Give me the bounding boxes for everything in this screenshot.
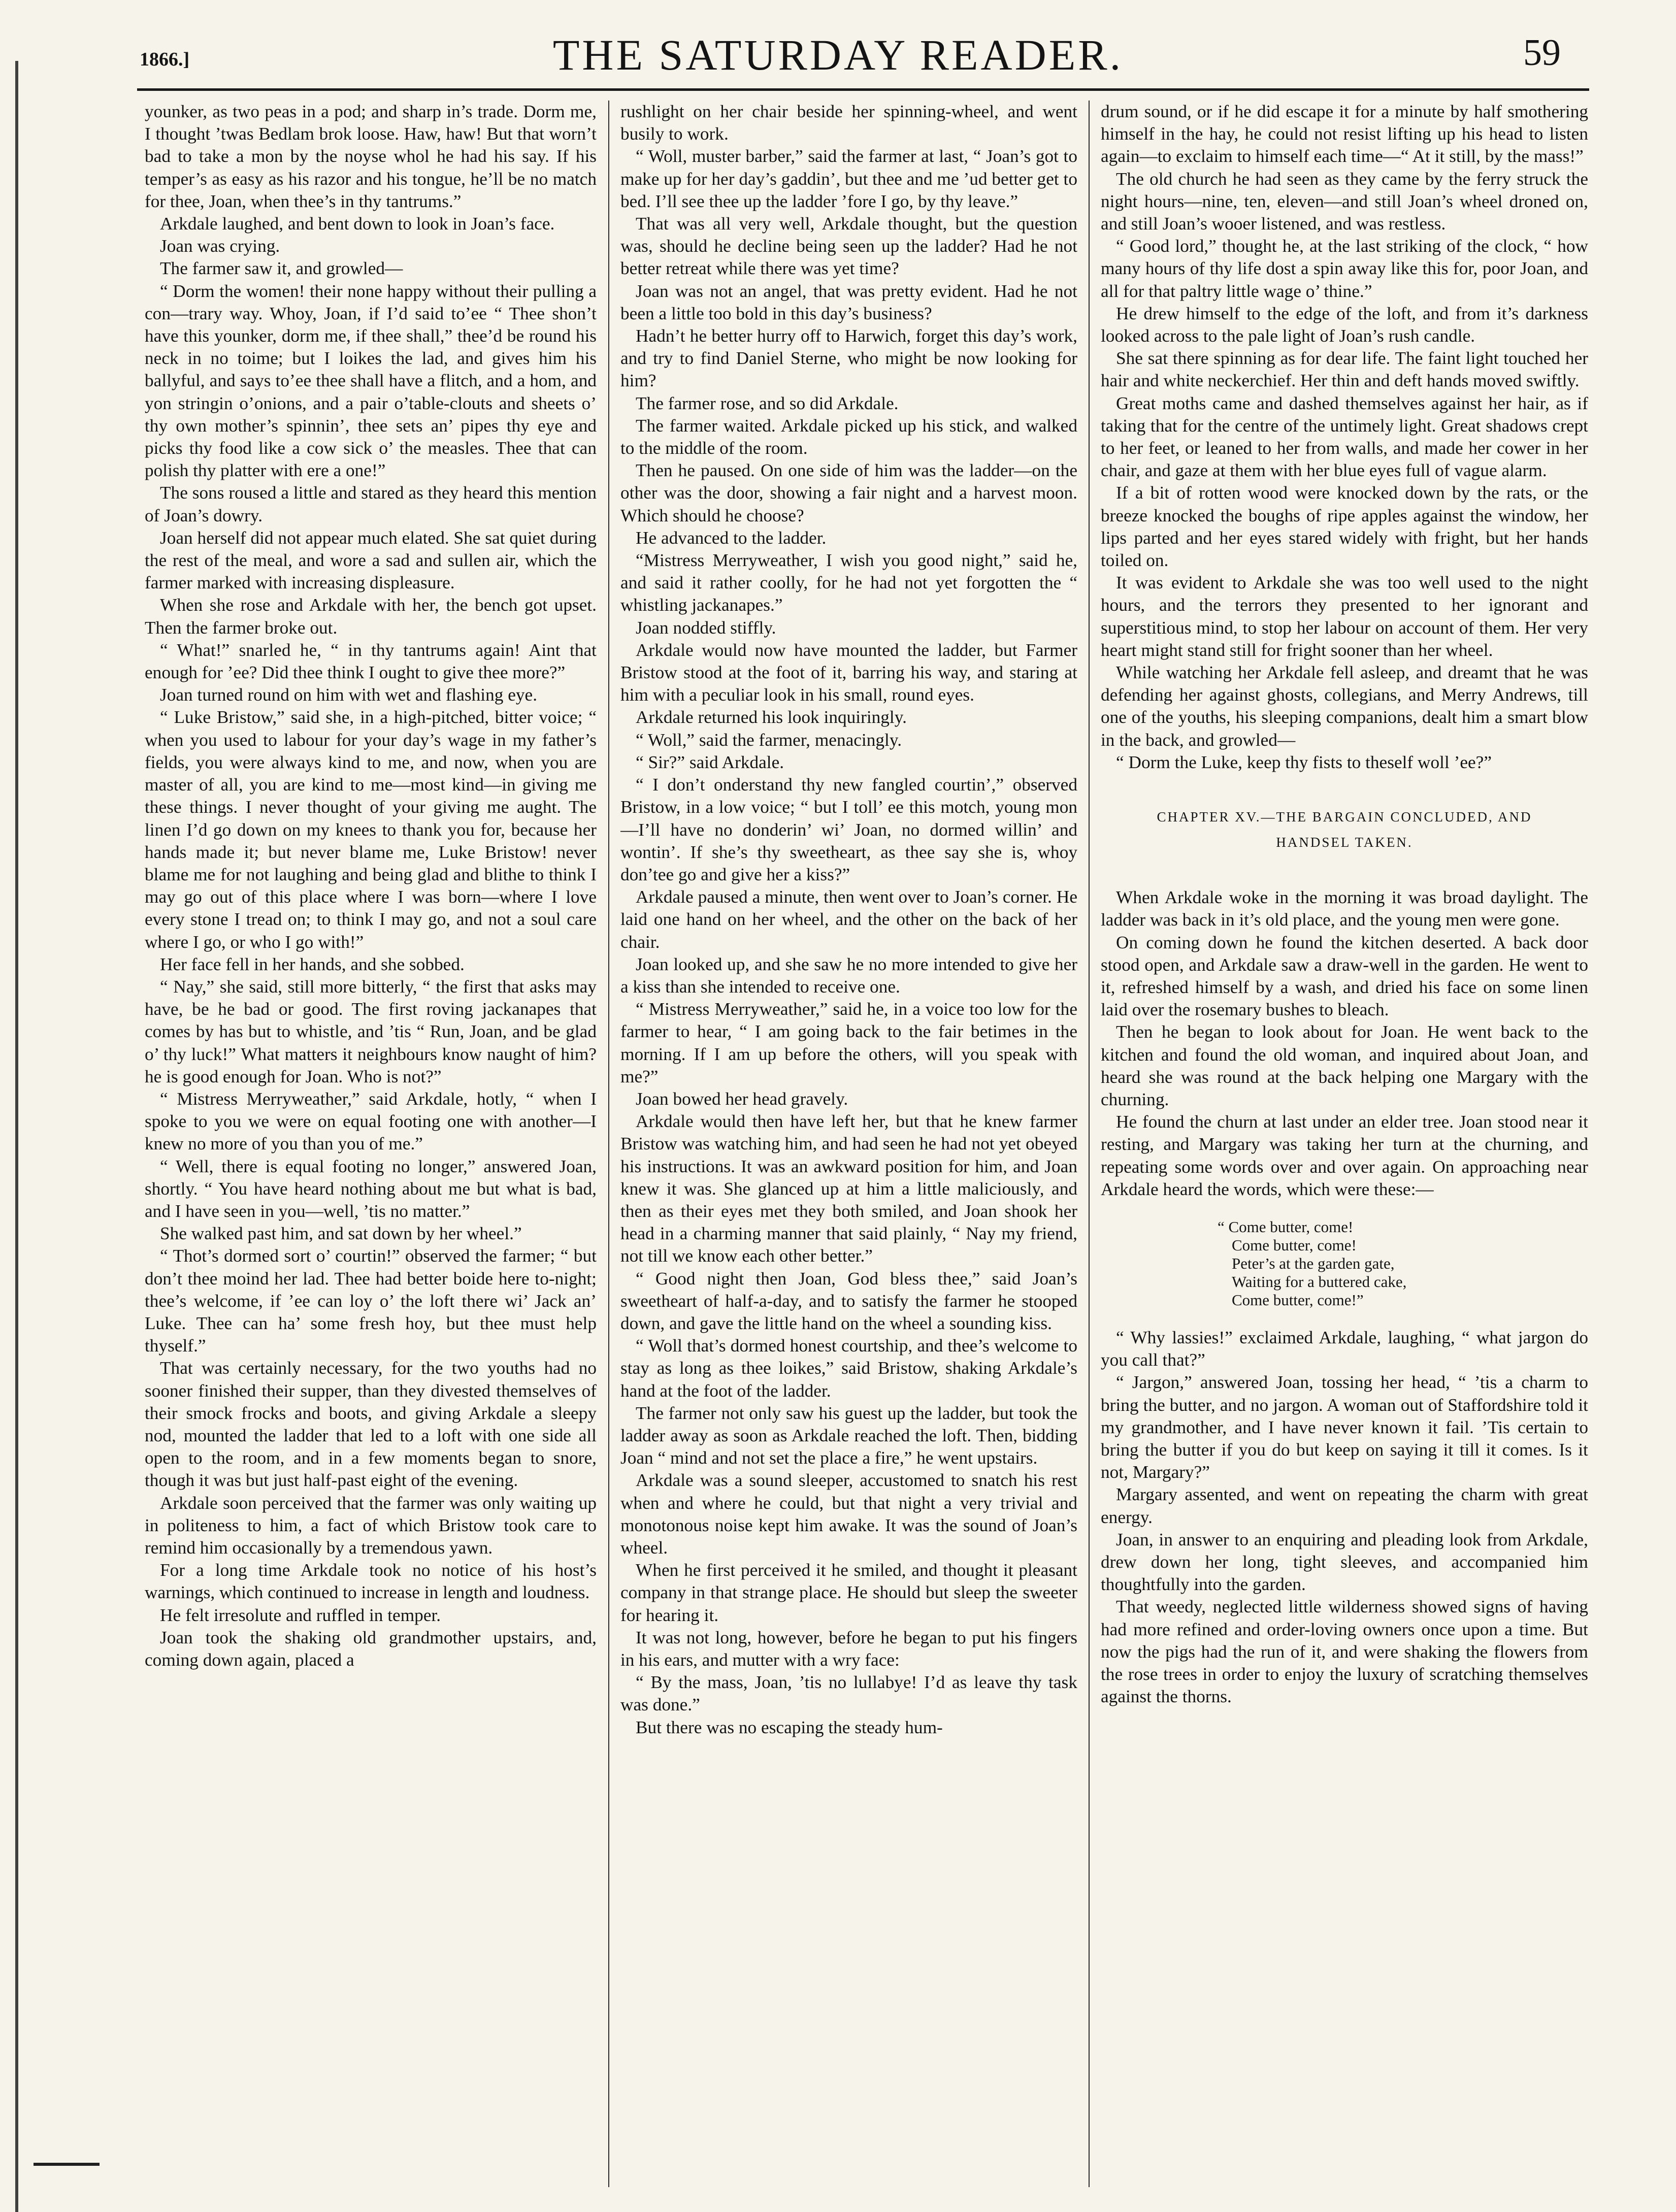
column-2 <box>620 101 1077 2172</box>
paragraph: Joan, in answer to an enquiring and pleading look from Arkdale, drew down her long, tight sleeves, and accompanied him thoughtfully into the garden. <box>1101 1529 1588 1595</box>
column-3-middle <box>1101 886 1588 1201</box>
page-number: 59 <box>1523 32 1561 74</box>
paragraph: The sons roused a little and stared as they heard this mention of Joan’s dowry. <box>145 483 597 525</box>
paragraph: Joan looked up, and she saw he no more intended to give her a kiss than she intended to receive one. <box>620 954 1077 997</box>
paragraph: “ Well, there is equal footing no longer,” answered Joan, shortly. “ You have heard nothing about me but what is bad, and I have seen in you—well, ’tis no matter.” <box>145 1156 597 1221</box>
paragraph: “ Dorm the Luke, keep thy fists to theself woll ’ee?” <box>1116 752 1492 772</box>
paragraph: He drew himself to the edge of the loft, and from it’s darkness looked across to the pale light of Joan’s rush candle. <box>1101 303 1588 346</box>
column-divider <box>608 101 609 2187</box>
paragraph: Her face fell in her hands, and she sobbed. <box>160 954 465 974</box>
paragraph: It was not long, however, before he began to put his fingers in his ears, and mutter with a wry face: <box>620 1627 1077 1670</box>
paragraph: The farmer rose, and so did Arkdale. <box>636 393 899 413</box>
paragraph: Arkdale would now have mounted the ladder, but Farmer Bristow stood at the foot of it, barring his way, and staring at him with a peculiar look in his small, round eyes. <box>620 640 1077 705</box>
paragraph: Joan was crying. <box>160 236 280 256</box>
paragraph: Joan took the shaking old grandmother upstairs, and, coming down again, placed a <box>145 1627 597 1670</box>
paragraph: “ Jargon,” answered Joan, tossing her head, “ ’tis a charm to bring the butter, and no jargon. A woman out of Staffordshire told it my grandmother, and I have never known it fail. ’Tis certain to bring the butter if you do but keep on saying it till it comes. Is it not, Margary?” <box>1101 1372 1588 1482</box>
paragraph: Joan nodded stiffly. <box>636 617 776 638</box>
paragraph: Arkdale laughed, and bent down to look in Joan’s face. <box>160 214 555 234</box>
verse-line: “ Come butter, come! <box>1218 1217 1354 1236</box>
paragraph: That weedy, neglected little wilderness showed signs of having had more refined and order-loving owners once upon a time. But now the pigs had the run of it, and were shaking the flowers from the rose trees in order to enjoy the luxury of scratching themselves against the thorns. <box>1101 1597 1588 1707</box>
publication-title: THE SATURDAY READER. <box>552 30 1124 79</box>
column-1 <box>145 101 597 2172</box>
paragraph: The farmer waited. Arkdale picked up his stick, and walked to the middle of the room. <box>620 415 1077 458</box>
paragraph: Then he began to look about for Joan. He went back to the kitchen and found the old woman, and inquired about Joan, and heard she was round at the back helping one Margary with the churning. <box>1101 1022 1588 1109</box>
paragraph: She sat there spinning as for dear life. The faint light touched her hair and white neckerchief. Her thin and deft hands moved swiftly. <box>1101 348 1588 391</box>
paragraph: “ What!” snarled he, “ in thy tantrums again! Aint that enough for ’ee? Did thee think I ought to give thee more?” <box>145 640 597 683</box>
verse-line: Peter’s at the garden gate, <box>1232 1254 1395 1272</box>
paragraph: Arkdale paused a minute, then went over to Joan’s corner. He laid one hand on her wheel, and the other on the back of her chair. <box>620 887 1077 952</box>
paragraph: The farmer saw it, and growled— <box>160 258 403 279</box>
paragraph: “ Thot’s dormed sort o’ courtin!” observed the farmer; “ but don’t thee moind her lad. Thee had better boide here to-night; thee’s welcome, if ’ee can loy o’ the loft there wi’ Jack an’ Luke. Thee can ha’ some fresh hoy, but thee must help thyself.” <box>145 1246 597 1356</box>
paragraph: When she rose and Arkdale with her, the bench got upset. Then the farmer broke out. <box>145 595 597 638</box>
paragraph: “ Sir?” said Arkdale. <box>636 752 784 772</box>
paragraph: rushlight on her chair beside her spinning-wheel, and went busily to work. <box>620 102 1077 144</box>
paragraph: He advanced to the ladder. <box>636 527 827 548</box>
paragraph: Hadn’t he better hurry off to Harwich, forget this day’s work, and try to find Daniel Sterne, who might be now looking for him? <box>620 326 1077 391</box>
header-rule <box>137 88 1589 91</box>
chapter-heading <box>1101 804 1588 855</box>
paragraph: “ Good night then Joan, God bless thee,” said Joan’s sweetheart of half-a-day, and to satisfy the farmer he stooped down, and gave the little hand on the wheel a sounding kiss. <box>620 1268 1077 1333</box>
paragraph: “ Mistress Merryweather,” said Arkdale, hotly, “ when I spoke to you we were on equal footing one with another—I knew no more of you than you of me.” <box>145 1088 597 1154</box>
paragraph: That was all very well, Arkdale thought, but the question was, should he decline being seen up the ladder? Had he not better retreat while there was yet time? <box>620 214 1077 279</box>
paragraph: “ Woll,” said the farmer, menacingly. <box>636 730 902 750</box>
paragraph: Joan turned round on him with wet and flashing eye. <box>160 685 538 705</box>
paragraph: younker, as two peas in a pod; and sharp in’s trade. Dorm me, I thought ’twas Bedlam brok loose. Haw, haw! But that worn’t bad to take a mon by the noyse whol he had his say. If his temper’s as easy as his razor and his tongue, he’ll be no match for thee, Joan, when thee’s in thy tantrums.” <box>145 102 597 211</box>
paragraph: “ Dorm the women! their none happy without their pulling a con—trary way. Whoy, Joan, if I’d said to’ee “ Thee shon’t have this younker, dorm me, if thee shall,” thee’d be round his neck in no toime; but I loikes the lad, and gives him his ballyful, and says to’ee thee shall have a flitch, and a hom, and yon stringin o’onions, and a pair o’table-clouts and sheets o’ thy own mother’s spinnin’, thee sets an’ pipes thy eye and picks thy food like a cow sick o’ the measles. Thee that can polish thy platter with ere a one!” <box>145 281 597 481</box>
page-corner-mark <box>34 2163 100 2166</box>
paragraph: But there was no escaping the steady hum- <box>636 1717 943 1737</box>
paragraph: If a bit of rotten wood were knocked down by the rats, or the breeze knocked the boughs of ripe apples against the window, her lips parted and her eyes stared widely with fright, but her hands toiled on. <box>1101 483 1588 571</box>
verse-block <box>1218 1218 1588 1309</box>
paragraph: It was evident to Arkdale she was too well used to the night hours, and the terrors they presented to her ignorant and superstitious mind, to stop her labour on account of them. Her very heart might stand still for fright sooner than her wheel. <box>1101 573 1588 660</box>
paragraph: Arkdale was a sound sleeper, accustomed to snatch his rest when and where he could, but that night a very trivial and monotonous noise kept him awake. It was the sound of Joan’s wheel. <box>620 1470 1077 1558</box>
paragraph: When he first perceived it he smiled, and thought it pleasant company in that strange place. He should but sleep the sweeter for hearing it. <box>620 1560 1077 1625</box>
paragraph: On coming down he found the kitchen deserted. A back door stood open, and Arkdale saw a draw-well in the garden. He went to it, refreshed himself by a wash, and dried his face on some linen laid over the rosemary bushes to bleach. <box>1101 932 1588 1020</box>
column-3-bottom <box>1101 1327 1588 1708</box>
paragraph: Joan bowed her head gravely. <box>636 1088 848 1109</box>
column-3-top <box>1101 101 1588 774</box>
paragraph: Great moths came and dashed themselves against her hair, as if taking that for the centre of the untimely light. Great shadows crept to her feet, or leaned to her from walls, and made her cower in her chair, and gaze at them with her blue eyes full of vague alarm. <box>1101 393 1588 481</box>
paragraph: Arkdale returned his look inquiringly. <box>636 707 907 728</box>
paragraph: Joan herself did not appear much elated. She sat quiet during the rest of the meal, and wore a sad and sullen air, which the farmer marked with increasing displeasure. <box>145 527 597 593</box>
verse-line: Come butter, come! <box>1232 1236 1357 1254</box>
paragraph: “ Nay,” she said, still more bitterly, “ the first that asks may have, be he bad or good. The first roving jackanapes that comes by has but to whistle, and ’tis “ Run, Joan, and be glad o’ thy luck!” What matters it neighbours know naught of him? he is good enough for Joan. Who is not?” <box>145 976 597 1086</box>
paragraph: “ I don’t onderstand thy new fangled courtin’,” observed Bristow, in a low voice; “ but I toll’ ee this motch, young mon—I’ll have no donderin’ wi’ Joan, no dormed willin’ and wontin’. If she’s thy sweetheart, as thee say she is, whoy don’tee go and give her a kiss?” <box>620 775 1077 884</box>
page-header <box>0 0 1676 81</box>
column-3 <box>1101 101 1588 2172</box>
paragraph: “ Woll, muster barber,” said the farmer at last, “ Joan’s got to make up for her day’s gaddin’, but thee and me ’ud better get to bed. I’ll see thee up the ladder ’fore I go, by thy leave.” <box>620 146 1077 211</box>
paragraph: Margary assented, and went on repeating the charm with great energy. <box>1101 1484 1588 1527</box>
paragraph: He found the churn at last under an elder tree. Joan stood near it resting, and Margary was taking her turn at the churning, and repeating some words over and over again. On approaching near Arkdale heard the words, which were these:— <box>1101 1112 1588 1199</box>
paragraph: “ Mistress Merryweather,” said he, in a voice too low for the farmer to hear, “ I am going back to the fair betimes in the morning. If I am up before the others, will you speak with me?” <box>620 999 1077 1086</box>
verse-line: Waiting for a buttered cake, <box>1232 1272 1407 1291</box>
paragraph: “ By the mass, Joan, ’tis no lullabye! I’d as leave thy task was done.” <box>620 1672 1077 1715</box>
paragraph: Then he paused. On one side of him was the ladder—on the other was the door, showing a fair night and a harvest moon. Which should he choose? <box>620 460 1077 525</box>
paragraph: “ Good lord,” thought he, at the last striking of the clock, “ how many hours of thy life dost a spin away like this for, poor Joan, and all for that paltry little wage o’ thine.” <box>1101 236 1588 301</box>
paragraph: “ Woll that’s dormed honest courtship, and thee’s welcome to stay as long as thee loikes,” said Bristow, shaking Arkdale’s hand at the foot of the ladder. <box>620 1336 1077 1401</box>
paragraph: Arkdale soon perceived that the farmer was only waiting up in politeness to him, a fact of which Bristow took care to remind him occasionally by a tremendous yawn. <box>145 1493 597 1558</box>
paragraph: The farmer not only saw his guest up the ladder, but took the ladder away as soon as Arkdale reached the loft. Then, bidding Joan “ mind and not set the place a fire,” he went upstairs. <box>620 1403 1077 1468</box>
column-divider <box>1089 101 1090 2187</box>
chapter-heading-line: HANDSEL TAKEN. <box>1276 835 1413 850</box>
paragraph: “Mistress Merryweather, I wish you good night,” said he, and said it rather coolly, for he had not yet forgotten the “ whistling jackanapes.” <box>620 550 1077 615</box>
paragraph: She walked past him, and sat down by her wheel.” <box>160 1224 522 1244</box>
verse-line: Come butter, come!” <box>1232 1291 1364 1309</box>
paragraph: That was certainly necessary, for the two youths had no sooner finished their supper, than they divested themselves of their smock frocks and boots, and giving Arkdale a sleepy nod, mounted the ladder that led to a loft with one side all open to the room, and in a few moments began to snore, though it was but just half-past eight of the evening. <box>145 1358 597 1491</box>
paragraph: drum sound, or if he did escape it for a minute by half smothering himself in the hay, he could not resist lifting up his head to listen again—to exclaim to himself each time—“ At it still, by the mass!” <box>1101 102 1588 167</box>
paragraph: The old church he had seen as they came by the ferry struck the night hours—nine, ten, eleven—and still Joan’s wheel droned on, and still Joan’s wooer listened, and was restless. <box>1101 169 1588 234</box>
paragraph: Joan was not an angel, that was pretty evident. Had he not been a little too bold in this day’s business? <box>620 281 1077 323</box>
paragraph: While watching her Arkdale fell asleep, and dreamt that he was defending her against ghosts, collegians, and Merry Andrews, till one of the youths, his sleeping companions, dealt him a smart blow in the back, and growled— <box>1101 663 1588 750</box>
paragraph: “ Why lassies!” exclaimed Arkdale, laughing, “ what jargon do you call that?” <box>1101 1327 1588 1370</box>
chapter-heading-line: CHAPTER XV.—THE BARGAIN CONCLUDED, AND <box>1157 809 1532 825</box>
paragraph: He felt irresolute and ruffled in temper. <box>160 1605 441 1625</box>
paragraph: Arkdale would then have left her, but that he knew farmer Bristow was watching him, and had seen he had not yet obeyed his instructions. It was an awkward position for him, and Joan knew it was. She glanced up at him a little maliciously, and then as their eyes met they both smiled, and Joan shook her head in a charming manner that said plainly, “ Nay my friend, not till we know each other better.” <box>620 1111 1077 1266</box>
issue-date: 1866.] <box>140 49 190 70</box>
paragraph: For a long time Arkdale took no notice of his host’s warnings, which continued to increase in length and loudness. <box>145 1560 597 1603</box>
page-edge-mark <box>15 61 18 2212</box>
paragraph: “ Luke Bristow,” said she, in a high-pitched, bitter voice; “ when you used to labour for your day’s wage in my father’s fields, you were always kind to me, and now, when you are master of all, you are kind to me—most kind—in giving me these things. I never thought of your giving me aught. The linen I’d go down on my knees to thank you for, because her hands made it; but never blame me, Luke Bristow! never blame me for not laughing and being glad and blithe to think I may go out of this place where I was born—where I love every stone I tread on; to think I may go, and not a soul care where I go, or who I go with!” <box>145 707 597 952</box>
paragraph: When Arkdale woke in the morning it was broad daylight. The ladder was back in it’s old place, and the young men were gone. <box>1101 887 1588 930</box>
